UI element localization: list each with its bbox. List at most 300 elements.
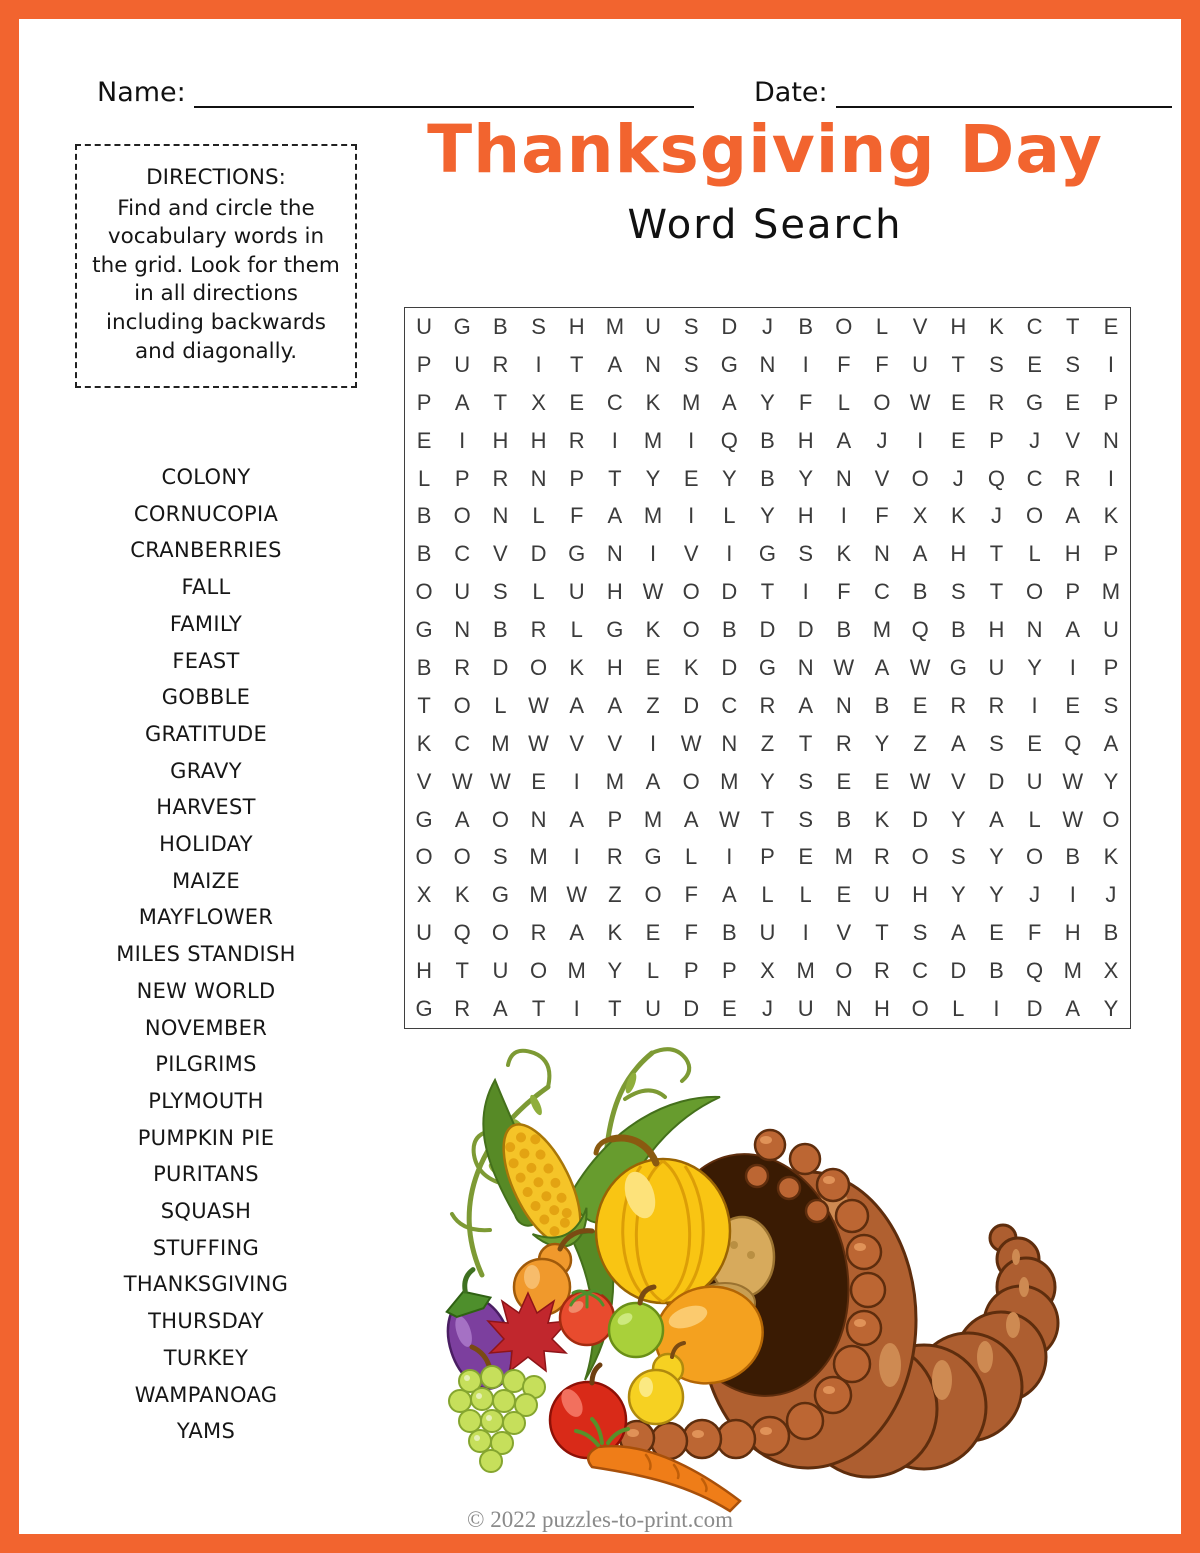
grid-cell: B [836,617,852,643]
grid-cell: F [684,920,698,946]
grid-cell: B [721,920,737,946]
grid-cell: W [566,882,588,908]
grid-cell: A [607,692,623,718]
grid-cell: P [721,958,737,984]
grid-cell: W [1062,768,1084,794]
grid-cell: B [760,465,775,491]
grid-cell: X [416,882,432,908]
grid-cell: W [642,579,664,605]
name-field [97,77,694,108]
grid-cell: A [493,996,508,1022]
grid-cell: P [569,465,585,491]
grid-cell: V [569,730,585,756]
grid-cell: V [950,768,966,794]
grid-cell: L [532,503,545,529]
grid-cell: G [606,617,624,643]
grid-cell: K [989,313,1004,339]
grid-cell: R [530,617,547,643]
grid-cell: K [454,882,470,908]
grid-cell: A [607,351,623,377]
grid-cell: O [415,844,433,870]
grid-cell: E [874,768,890,794]
grid-cell: Q [720,427,738,453]
grid-cell: G [453,313,471,339]
grid-cell: F [1027,920,1042,946]
grid-cell: U [645,996,661,1022]
grid-cell: S [1065,351,1081,377]
grid-cell: T [455,958,469,984]
grid-cell: G [644,844,662,870]
grid-cell: C [606,389,623,415]
word-list-item: THANKSGIVING [123,1272,289,1297]
grid-cell: V [836,920,852,946]
grid-cell: A [1065,617,1081,643]
grid-cell: B [798,313,813,339]
grid-cell: P [1103,541,1119,567]
grid-cell: I [573,844,580,870]
grid-cell: G [758,654,777,680]
grid-cell: J [1029,882,1041,908]
grid-cell: Q [1064,730,1082,756]
grid-cell: Y [989,844,1004,870]
grid-cell: D [912,806,929,832]
grid-cell: D [1026,996,1043,1022]
grid-cell: W [528,730,549,756]
grid-cell: T [569,351,584,377]
grid-cell: V [607,730,623,756]
grid-cell: M [491,730,510,756]
grid-cell: J [761,313,773,339]
grid-cell: Z [760,730,775,756]
grid-cell: U [874,882,890,908]
grid-cell: F [569,503,584,529]
grid-cell: N [874,541,890,567]
grid-cell: O [835,958,853,984]
grid-cell: H [606,579,623,605]
grid-cell: X [1103,958,1119,984]
word-list-item: FEAST [172,648,240,673]
grid-cell: E [1027,351,1042,377]
directions-heading: DIRECTIONS: [146,165,286,190]
grid-cell: N [606,541,623,567]
grid-cell: V [912,313,928,339]
grid-cell: U [416,920,433,946]
grid-cell: G [415,996,433,1022]
grid-cell: S [989,351,1004,377]
grid-cell: K [645,389,661,415]
grid-cell: J [990,503,1002,529]
grid-cell: I [726,844,733,870]
grid-cell: F [837,579,851,605]
grid-cell: U [454,351,471,377]
grid-cell: Q [911,617,929,643]
grid-cell: E [1103,313,1119,339]
grid-cell: H [950,541,967,567]
grid-cell: Z [646,692,660,718]
grid-cell: B [416,503,432,529]
grid-cell: D [759,617,776,643]
name-label: Name: [97,77,186,108]
grid-cell: Y [760,389,775,415]
grid-cell: S [950,844,966,870]
grid-cell: A [721,389,737,415]
grid-cell: C [874,579,890,605]
grid-cell: U [1026,768,1043,794]
word-list-item: MAYFLOWER [138,905,274,930]
grid-cell: I [573,768,580,794]
grid-cell: R [874,958,890,984]
grid-cell: E [989,920,1004,946]
grid-cell: L [952,996,965,1022]
grid-cell: L [570,617,583,643]
grid-cell: A [454,389,470,415]
page-title: Thanksgiving Day [427,111,1103,188]
grid-cell: S [950,579,966,605]
tomato [560,1291,614,1345]
grid-cell: E [531,768,546,794]
grid-cell: H [1064,920,1081,946]
grid-cell: T [417,692,431,718]
grid-cell: A [454,806,470,832]
word-list-item: NOVEMBER [144,1015,268,1040]
grid-cell: P [683,958,699,984]
grid-cell: H [797,427,814,453]
grid-cell: K [416,730,432,756]
grid-cell: U [416,313,433,339]
word-list-item: MAIZE [172,868,240,893]
grid-cell: L [646,958,660,984]
grid-cell: O [453,844,471,870]
grid-cell: Y [950,806,966,832]
grid-cell: Y [1103,996,1119,1022]
grid-cell: T [875,920,889,946]
grid-cell: E [950,427,966,453]
grid-cell: X [912,503,928,529]
grid-cell: E [912,692,928,718]
grid-cell: I [1107,351,1114,377]
grid-cell: M [529,882,548,908]
grid-cell: N [1102,427,1119,453]
grid-cell: P [760,844,775,870]
word-list-item: HARVEST [156,795,256,820]
grid-cell: R [1064,465,1081,491]
grid-cell: G [758,541,777,567]
grid-cell: R [568,427,585,453]
word-list-item: WAMPANOAG [134,1382,278,1407]
grid-cell: Y [798,465,813,491]
grid-cell: U [912,351,929,377]
grid-cell: P [416,389,432,415]
grid-cell: O [453,692,471,718]
grid-cell: C [454,541,471,567]
grid-cell: G [1026,389,1044,415]
grid-cell: B [493,617,508,643]
grid-cell: O [911,844,929,870]
grid-cell: I [840,503,847,529]
grid-cell: E [645,920,661,946]
name-blank-line [194,78,694,108]
grid-cell: Y [645,465,661,491]
grid-cell: G [415,806,433,832]
grid-cell: O [491,920,509,946]
grid-cell: K [1103,844,1119,870]
grid-cell: O [453,503,471,529]
word-list-item: PLYMOUTH [148,1088,264,1113]
date-blank-line [836,78,1172,108]
grid-cell: I [802,579,809,605]
grid-cell: N [835,692,852,718]
grid-cell: Y [989,882,1004,908]
grid-cell: P [1103,654,1119,680]
grid-cell: W [451,768,473,794]
grid-cell: H [416,958,433,984]
grid-cell: K [950,503,966,529]
grid-cell: M [872,617,892,643]
grid-cell: F [684,882,698,908]
grid-cell: Y [1027,654,1042,680]
grid-cell: B [760,427,775,453]
grid-cell: Q [1026,958,1044,984]
grid-cell: E [721,996,737,1022]
grid-cell: H [988,617,1005,643]
grid-cell: E [416,427,432,453]
grid-cell: T [608,465,622,491]
grid-cell: A [607,503,623,529]
grid-cell: Y [607,958,623,984]
grid-cell: M [567,958,586,984]
grid-cell: M [834,844,853,870]
grid-cell: D [950,958,967,984]
grid-cell: T [798,730,813,756]
word-list-item: SQUASH [160,1199,252,1224]
grid-cell: O [1026,844,1044,870]
grid-cell: S [683,351,699,377]
grid-cell: P [607,806,623,832]
grid-cell: M [682,389,701,415]
word-list-item: GRAVY [170,758,242,783]
grid-cell: A [569,692,585,718]
grid-cell: D [683,692,700,718]
grid-cell: H [492,427,509,453]
grid-cell: Y [874,730,890,756]
grid-cell: R [454,996,471,1022]
grid-cell: O [1102,806,1120,832]
grid-cell: S [912,920,928,946]
word-list-item: FAMILY [169,611,243,636]
grid-cell: E [950,389,966,415]
grid-cell: L [799,882,812,908]
word-list-item: STUFFING [152,1235,260,1260]
grid-cell: I [649,730,657,756]
grid-cell: W [909,389,931,415]
grid-cell: N [835,996,852,1022]
grid-cell: V [1065,427,1081,453]
grid-cell: E [1027,730,1042,756]
word-list-item: PILGRIMS [155,1052,257,1077]
grid-cell: N [454,617,471,643]
grid-cell: I [917,427,924,453]
grid-cell: G [415,617,433,643]
grid-cell: F [875,503,889,529]
grid-cell: T [608,996,622,1022]
grid-cell: N [530,806,547,832]
grid-cell: F [837,351,851,377]
grid-cell: M [605,313,625,339]
grid-cell: S [493,579,508,605]
grid-cell: E [1065,692,1081,718]
grid-cell: W [718,806,740,832]
grid-cell: N [530,465,547,491]
grid-cell: C [912,958,929,984]
grid-cell: R [950,692,967,718]
grid-cell: I [611,427,618,453]
grid-cell: N [835,465,852,491]
grid-cell: W [528,692,549,718]
word-list-item: MILES STANDISH [116,942,296,967]
grid-cell: G [949,654,967,680]
grid-cell: N [492,503,509,529]
grid-cell: I [993,996,1000,1022]
grid-cell: B [836,806,852,832]
grid-cell: K [874,806,890,832]
grid-cell: A [874,654,890,680]
grid-cell: Z [913,730,927,756]
grid-cell: I [1107,465,1114,491]
word-list-item: FALL [181,575,231,600]
grid-cell: A [1065,503,1081,529]
grid-cell: L [875,313,889,339]
grid-cell: D [683,996,700,1022]
grid-cell: N [721,730,738,756]
grid-cell: E [569,389,585,415]
grid-cell: O [911,465,929,491]
grid-cell: T [760,806,775,832]
grid-cell: D [721,579,738,605]
grid-cell: I [1031,692,1038,718]
grid-cell: I [688,427,695,453]
grid-cell: R [454,654,471,680]
grid-cell: L [723,503,736,529]
grid-cell: J [761,996,773,1022]
grid-cell: Y [950,882,966,908]
grid-cell: U [645,313,661,339]
grid-cell: I [649,541,657,567]
grid-cell: M [1101,579,1121,605]
grid-cell: W [909,654,931,680]
grid-cell: L [837,389,850,415]
grid-cell: A [569,920,585,946]
grid-cell: P [454,465,470,491]
grid-cell: Y [721,465,737,491]
grid-cell: N [797,654,814,680]
grid-cell: M [1063,958,1082,984]
grid-cell: A [912,541,928,567]
grid-cell: X [760,958,775,984]
grid-cell: K [1103,503,1119,529]
directions-box [75,144,357,388]
grid-cell: U [1102,617,1119,643]
grid-cell: L [532,579,545,605]
grid-cell: H [797,503,814,529]
word-list-item: PURITANS [153,1162,259,1187]
grid-cell: J [952,465,964,491]
footer-credit: © 2022 puzzles-to-print.com [467,1507,733,1532]
grid-cell: H [1064,541,1081,567]
grid-cell: Y [760,503,775,529]
grid-cell: B [1103,920,1119,946]
grid-cell: R [759,692,776,718]
grid-cell: O [1026,579,1044,605]
grid-cell: O [415,579,433,605]
grid-cell: M [605,768,625,794]
grid-cell: L [685,844,698,870]
grid-cell: V [874,465,890,491]
grid-cell: U [454,579,471,605]
grid-cell: I [1069,654,1076,680]
grid-cell: E [798,844,813,870]
grid-cell: Z [608,882,622,908]
grid-cell: U [988,654,1005,680]
grid-cell: T [951,351,965,377]
grid-cell: N [1026,617,1043,643]
grid-cell: S [493,844,508,870]
grid-cell: B [1065,844,1081,870]
grid-cell: V [683,541,699,567]
grid-cell: K [645,617,661,643]
grid-cell: L [494,692,507,718]
grid-cell: I [535,351,542,377]
grid-cell: M [643,806,663,832]
grid-cell: A [721,882,737,908]
grid-cell: M [643,427,663,453]
grid-cell: T [493,389,508,415]
grid-cell: R [492,465,509,491]
grid-cell: G [720,351,738,377]
grid-cell: T [989,541,1004,567]
grid-cell: R [835,730,852,756]
date-label: Date: [754,77,828,108]
grid-cell: P [1103,389,1119,415]
grid-cell: S [1103,692,1119,718]
grid-cell: A [950,730,966,756]
grid-cell: O [529,958,548,984]
grid-cell: Q [987,465,1005,491]
grid-cell: O [682,768,700,794]
date-field [754,77,1172,108]
grid-cell: D [721,313,738,339]
grid-cell: R [988,389,1005,415]
title-block [400,111,1130,249]
grid-cell: L [1028,541,1041,567]
grid-cell: C [1026,313,1043,339]
grid-cell: S [798,768,813,794]
grid-cell: O [911,996,929,1022]
cornucopia-illustration [420,1035,1080,1517]
grid-cell: S [989,730,1004,756]
grid-cell: F [798,389,813,415]
grid-cell: O [644,882,662,908]
grid-cell: O [682,617,700,643]
grid-cell: J [1105,882,1117,908]
grid-cell: O [529,654,548,680]
grid-cell: M [529,844,548,870]
grid-cell: T [1066,313,1080,339]
grid-cell: B [416,654,432,680]
grid-cell: B [416,541,432,567]
grid-cell: U [568,579,585,605]
word-list-item: CORNUCOPIA [133,501,279,526]
grid-cell: N [645,351,661,377]
